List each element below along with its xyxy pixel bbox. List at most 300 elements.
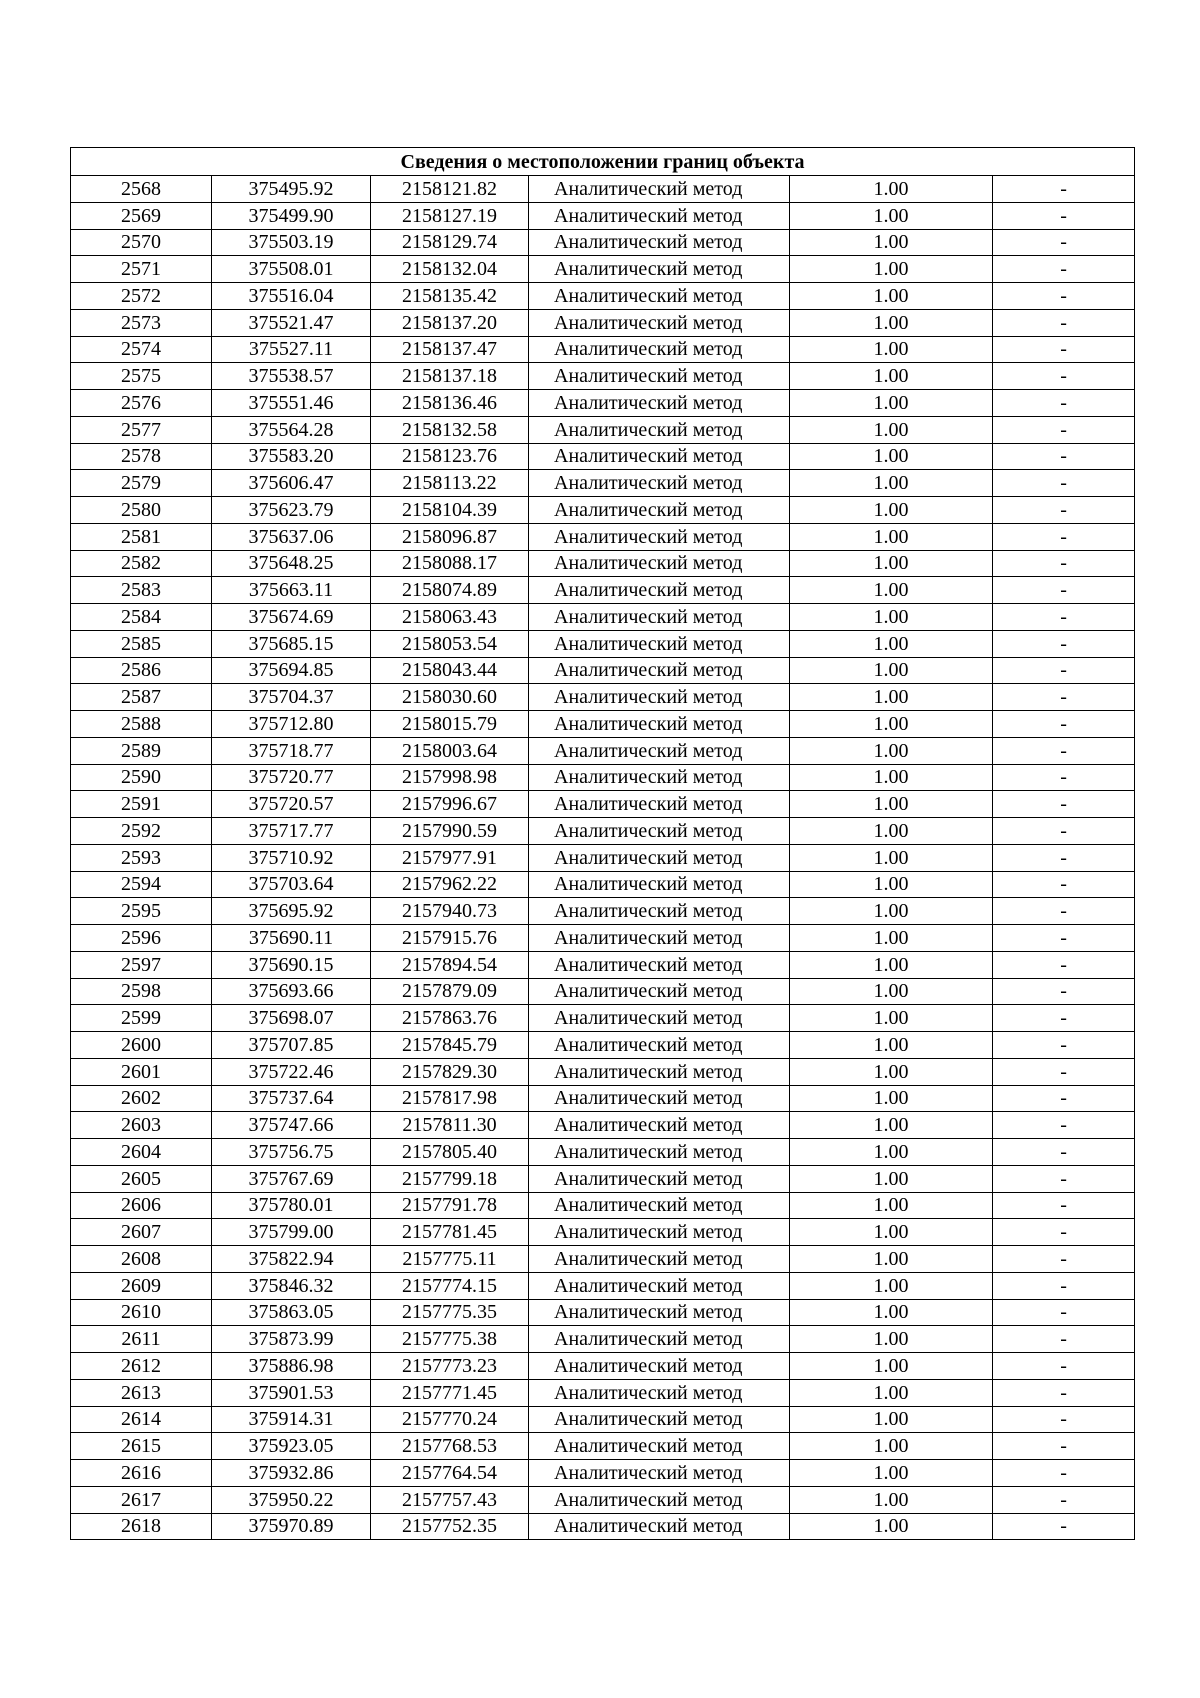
x-coordinate-cell: 375932.86 <box>212 1460 371 1487</box>
x-coordinate-cell: 375704.37 <box>212 684 371 711</box>
table-row <box>71 898 1135 925</box>
method-cell: Аналитический метод <box>529 818 790 845</box>
table-row <box>71 951 1135 978</box>
description-cell: - <box>993 1433 1135 1460</box>
accuracy-cell: 1.00 <box>790 1058 993 1085</box>
accuracy-cell: 1.00 <box>790 497 993 524</box>
description-cell: - <box>993 470 1135 497</box>
point-number-cell: 2576 <box>71 390 212 417</box>
y-coordinate-cell: 2157996.67 <box>371 791 529 818</box>
x-coordinate-cell: 375717.77 <box>212 818 371 845</box>
y-coordinate-cell: 2158137.47 <box>371 336 529 363</box>
table-row <box>71 1192 1135 1219</box>
point-number-cell: 2613 <box>71 1379 212 1406</box>
y-coordinate-cell: 2158129.74 <box>371 229 529 256</box>
accuracy-cell: 1.00 <box>790 202 993 229</box>
method-cell: Аналитический метод <box>529 737 790 764</box>
point-number-cell: 2585 <box>71 630 212 657</box>
table-row <box>71 844 1135 871</box>
table-row <box>71 1219 1135 1246</box>
method-cell: Аналитический метод <box>529 871 790 898</box>
accuracy-cell: 1.00 <box>790 523 993 550</box>
point-number-cell: 2568 <box>71 176 212 203</box>
method-cell: Аналитический метод <box>529 1005 790 1032</box>
y-coordinate-cell: 2158123.76 <box>371 443 529 470</box>
x-coordinate-cell: 375623.79 <box>212 497 371 524</box>
x-coordinate-cell: 375674.69 <box>212 604 371 631</box>
method-cell: Аналитический метод <box>529 229 790 256</box>
accuracy-cell: 1.00 <box>790 978 993 1005</box>
table-row <box>71 229 1135 256</box>
accuracy-cell: 1.00 <box>790 283 993 310</box>
description-cell: - <box>993 925 1135 952</box>
y-coordinate-cell: 2157940.73 <box>371 898 529 925</box>
table-row <box>71 737 1135 764</box>
table-row <box>71 176 1135 203</box>
table-row <box>71 1353 1135 1380</box>
description-cell: - <box>993 283 1135 310</box>
table-title: Сведения о местоположении границ объекта <box>71 148 1135 176</box>
table-row <box>71 443 1135 470</box>
accuracy-cell: 1.00 <box>790 470 993 497</box>
y-coordinate-cell: 2157845.79 <box>371 1032 529 1059</box>
x-coordinate-cell: 375703.64 <box>212 871 371 898</box>
method-cell: Аналитический метод <box>529 497 790 524</box>
point-number-cell: 2594 <box>71 871 212 898</box>
y-coordinate-cell: 2157757.43 <box>371 1486 529 1513</box>
point-number-cell: 2597 <box>71 951 212 978</box>
accuracy-cell: 1.00 <box>790 630 993 657</box>
point-number-cell: 2593 <box>71 844 212 871</box>
table-row <box>71 283 1135 310</box>
x-coordinate-cell: 375693.66 <box>212 978 371 1005</box>
method-cell: Аналитический метод <box>529 416 790 443</box>
y-coordinate-cell: 2157863.76 <box>371 1005 529 1032</box>
point-number-cell: 2596 <box>71 925 212 952</box>
x-coordinate-cell: 375822.94 <box>212 1246 371 1273</box>
y-coordinate-cell: 2157990.59 <box>371 818 529 845</box>
description-cell: - <box>993 1005 1135 1032</box>
y-coordinate-cell: 2158053.54 <box>371 630 529 657</box>
description-cell: - <box>993 1272 1135 1299</box>
table-row <box>71 309 1135 336</box>
y-coordinate-cell: 2158137.20 <box>371 309 529 336</box>
x-coordinate-cell: 375722.46 <box>212 1058 371 1085</box>
table-row <box>71 336 1135 363</box>
y-coordinate-cell: 2157775.35 <box>371 1299 529 1326</box>
description-cell: - <box>993 1379 1135 1406</box>
y-coordinate-cell: 2157817.98 <box>371 1085 529 1112</box>
point-number-cell: 2612 <box>71 1353 212 1380</box>
table-title-row <box>71 148 1135 176</box>
x-coordinate-cell: 375846.32 <box>212 1272 371 1299</box>
x-coordinate-cell: 375720.77 <box>212 764 371 791</box>
description-cell: - <box>993 764 1135 791</box>
y-coordinate-cell: 2157879.09 <box>371 978 529 1005</box>
point-number-cell: 2579 <box>71 470 212 497</box>
description-cell: - <box>993 176 1135 203</box>
point-number-cell: 2609 <box>71 1272 212 1299</box>
description-cell: - <box>993 416 1135 443</box>
table-row <box>71 630 1135 657</box>
accuracy-cell: 1.00 <box>790 604 993 631</box>
x-coordinate-cell: 375756.75 <box>212 1139 371 1166</box>
accuracy-cell: 1.00 <box>790 176 993 203</box>
y-coordinate-cell: 2157829.30 <box>371 1058 529 1085</box>
y-coordinate-cell: 2157805.40 <box>371 1139 529 1166</box>
x-coordinate-cell: 375606.47 <box>212 470 371 497</box>
x-coordinate-cell: 375970.89 <box>212 1513 371 1540</box>
y-coordinate-cell: 2158136.46 <box>371 390 529 417</box>
point-number-cell: 2589 <box>71 737 212 764</box>
x-coordinate-cell: 375914.31 <box>212 1406 371 1433</box>
table-row <box>71 1246 1135 1273</box>
point-number-cell: 2610 <box>71 1299 212 1326</box>
accuracy-cell: 1.00 <box>790 1299 993 1326</box>
method-cell: Аналитический метод <box>529 470 790 497</box>
point-number-cell: 2602 <box>71 1085 212 1112</box>
y-coordinate-cell: 2157811.30 <box>371 1112 529 1139</box>
y-coordinate-cell: 2158030.60 <box>371 684 529 711</box>
point-number-cell: 2590 <box>71 764 212 791</box>
method-cell: Аналитический метод <box>529 1165 790 1192</box>
method-cell: Аналитический метод <box>529 978 790 1005</box>
accuracy-cell: 1.00 <box>790 1272 993 1299</box>
y-coordinate-cell: 2158088.17 <box>371 550 529 577</box>
boundary-table <box>70 147 1135 1540</box>
point-number-cell: 2575 <box>71 363 212 390</box>
y-coordinate-cell: 2157775.11 <box>371 1246 529 1273</box>
point-number-cell: 2595 <box>71 898 212 925</box>
description-cell: - <box>993 978 1135 1005</box>
point-number-cell: 2608 <box>71 1246 212 1273</box>
table-row <box>71 925 1135 952</box>
point-number-cell: 2573 <box>71 309 212 336</box>
table-row <box>71 1460 1135 1487</box>
description-cell: - <box>993 497 1135 524</box>
method-cell: Аналитический метод <box>529 1032 790 1059</box>
method-cell: Аналитический метод <box>529 1460 790 1487</box>
y-coordinate-cell: 2157894.54 <box>371 951 529 978</box>
accuracy-cell: 1.00 <box>790 577 993 604</box>
table-row <box>71 577 1135 604</box>
y-coordinate-cell: 2158096.87 <box>371 523 529 550</box>
table-row <box>71 523 1135 550</box>
description-cell: - <box>993 1112 1135 1139</box>
point-number-cell: 2603 <box>71 1112 212 1139</box>
point-number-cell: 2614 <box>71 1406 212 1433</box>
description-cell: - <box>993 1085 1135 1112</box>
description-cell: - <box>993 1219 1135 1246</box>
accuracy-cell: 1.00 <box>790 1326 993 1353</box>
x-coordinate-cell: 375495.92 <box>212 176 371 203</box>
accuracy-cell: 1.00 <box>790 1246 993 1273</box>
x-coordinate-cell: 375499.90 <box>212 202 371 229</box>
point-number-cell: 2572 <box>71 283 212 310</box>
method-cell: Аналитический метод <box>529 1433 790 1460</box>
method-cell: Аналитический метод <box>529 844 790 871</box>
accuracy-cell: 1.00 <box>790 818 993 845</box>
point-number-cell: 2591 <box>71 791 212 818</box>
description-cell: - <box>993 1192 1135 1219</box>
accuracy-cell: 1.00 <box>790 684 993 711</box>
description-cell: - <box>993 1513 1135 1540</box>
x-coordinate-cell: 375583.20 <box>212 443 371 470</box>
method-cell: Аналитический метод <box>529 336 790 363</box>
description-cell: - <box>993 1246 1135 1273</box>
point-number-cell: 2586 <box>71 657 212 684</box>
description-cell: - <box>993 256 1135 283</box>
description-cell: - <box>993 202 1135 229</box>
accuracy-cell: 1.00 <box>790 1139 993 1166</box>
table-row <box>71 1032 1135 1059</box>
description-cell: - <box>993 336 1135 363</box>
method-cell: Аналитический метод <box>529 1272 790 1299</box>
x-coordinate-cell: 375720.57 <box>212 791 371 818</box>
method-cell: Аналитический метод <box>529 1112 790 1139</box>
y-coordinate-cell: 2157791.78 <box>371 1192 529 1219</box>
method-cell: Аналитический метод <box>529 309 790 336</box>
method-cell: Аналитический метод <box>529 443 790 470</box>
x-coordinate-cell: 375863.05 <box>212 1299 371 1326</box>
table-row <box>71 1486 1135 1513</box>
method-cell: Аналитический метод <box>529 925 790 952</box>
point-number-cell: 2605 <box>71 1165 212 1192</box>
point-number-cell: 2618 <box>71 1513 212 1540</box>
table-row <box>71 1326 1135 1353</box>
accuracy-cell: 1.00 <box>790 1032 993 1059</box>
point-number-cell: 2606 <box>71 1192 212 1219</box>
accuracy-cell: 1.00 <box>790 390 993 417</box>
table-row <box>71 470 1135 497</box>
x-coordinate-cell: 375950.22 <box>212 1486 371 1513</box>
x-coordinate-cell: 375521.47 <box>212 309 371 336</box>
accuracy-cell: 1.00 <box>790 791 993 818</box>
description-cell: - <box>993 443 1135 470</box>
description-cell: - <box>993 844 1135 871</box>
point-number-cell: 2580 <box>71 497 212 524</box>
y-coordinate-cell: 2157962.22 <box>371 871 529 898</box>
y-coordinate-cell: 2157998.98 <box>371 764 529 791</box>
y-coordinate-cell: 2158074.89 <box>371 577 529 604</box>
y-coordinate-cell: 2158063.43 <box>371 604 529 631</box>
description-cell: - <box>993 577 1135 604</box>
table-row <box>71 764 1135 791</box>
table-row <box>71 1299 1135 1326</box>
y-coordinate-cell: 2158132.58 <box>371 416 529 443</box>
x-coordinate-cell: 375637.06 <box>212 523 371 550</box>
description-cell: - <box>993 818 1135 845</box>
accuracy-cell: 1.00 <box>790 1513 993 1540</box>
x-coordinate-cell: 375508.01 <box>212 256 371 283</box>
x-coordinate-cell: 375695.92 <box>212 898 371 925</box>
x-coordinate-cell: 375690.11 <box>212 925 371 952</box>
description-cell: - <box>993 363 1135 390</box>
y-coordinate-cell: 2158121.82 <box>371 176 529 203</box>
table-row <box>71 1139 1135 1166</box>
table-row <box>71 416 1135 443</box>
accuracy-cell: 1.00 <box>790 336 993 363</box>
accuracy-cell: 1.00 <box>790 1433 993 1460</box>
y-coordinate-cell: 2157764.54 <box>371 1460 529 1487</box>
x-coordinate-cell: 375694.85 <box>212 657 371 684</box>
x-coordinate-cell: 375663.11 <box>212 577 371 604</box>
method-cell: Аналитический метод <box>529 630 790 657</box>
x-coordinate-cell: 375718.77 <box>212 737 371 764</box>
table-row <box>71 684 1135 711</box>
point-number-cell: 2615 <box>71 1433 212 1460</box>
method-cell: Аналитический метод <box>529 390 790 417</box>
description-cell: - <box>993 1165 1135 1192</box>
method-cell: Аналитический метод <box>529 1085 790 1112</box>
table-row <box>71 390 1135 417</box>
accuracy-cell: 1.00 <box>790 1005 993 1032</box>
y-coordinate-cell: 2158113.22 <box>371 470 529 497</box>
method-cell: Аналитический метод <box>529 898 790 925</box>
point-number-cell: 2577 <box>71 416 212 443</box>
point-number-cell: 2611 <box>71 1326 212 1353</box>
description-cell: - <box>993 1299 1135 1326</box>
description-cell: - <box>993 1486 1135 1513</box>
point-number-cell: 2600 <box>71 1032 212 1059</box>
y-coordinate-cell: 2158015.79 <box>371 711 529 738</box>
table-row <box>71 363 1135 390</box>
description-cell: - <box>993 309 1135 336</box>
y-coordinate-cell: 2158043.44 <box>371 657 529 684</box>
x-coordinate-cell: 375690.15 <box>212 951 371 978</box>
y-coordinate-cell: 2158137.18 <box>371 363 529 390</box>
method-cell: Аналитический метод <box>529 1139 790 1166</box>
method-cell: Аналитический метод <box>529 1299 790 1326</box>
x-coordinate-cell: 375923.05 <box>212 1433 371 1460</box>
table-row <box>71 1058 1135 1085</box>
table-row <box>71 550 1135 577</box>
method-cell: Аналитический метод <box>529 1246 790 1273</box>
y-coordinate-cell: 2157773.23 <box>371 1353 529 1380</box>
point-number-cell: 2570 <box>71 229 212 256</box>
point-number-cell: 2584 <box>71 604 212 631</box>
method-cell: Аналитический метод <box>529 256 790 283</box>
method-cell: Аналитический метод <box>529 363 790 390</box>
accuracy-cell: 1.00 <box>790 309 993 336</box>
accuracy-cell: 1.00 <box>790 416 993 443</box>
y-coordinate-cell: 2158003.64 <box>371 737 529 764</box>
accuracy-cell: 1.00 <box>790 1112 993 1139</box>
description-cell: - <box>993 951 1135 978</box>
table-row <box>71 1379 1135 1406</box>
x-coordinate-cell: 375710.92 <box>212 844 371 871</box>
description-cell: - <box>993 657 1135 684</box>
x-coordinate-cell: 375551.46 <box>212 390 371 417</box>
accuracy-cell: 1.00 <box>790 737 993 764</box>
point-number-cell: 2604 <box>71 1139 212 1166</box>
y-coordinate-cell: 2157781.45 <box>371 1219 529 1246</box>
accuracy-cell: 1.00 <box>790 1460 993 1487</box>
x-coordinate-cell: 375685.15 <box>212 630 371 657</box>
table-row <box>71 1165 1135 1192</box>
method-cell: Аналитический метод <box>529 1513 790 1540</box>
table-body <box>71 176 1135 1540</box>
accuracy-cell: 1.00 <box>790 443 993 470</box>
description-cell: - <box>993 1353 1135 1380</box>
method-cell: Аналитический метод <box>529 176 790 203</box>
accuracy-cell: 1.00 <box>790 1353 993 1380</box>
table-row <box>71 791 1135 818</box>
x-coordinate-cell: 375767.69 <box>212 1165 371 1192</box>
accuracy-cell: 1.00 <box>790 951 993 978</box>
y-coordinate-cell: 2157768.53 <box>371 1433 529 1460</box>
method-cell: Аналитический метод <box>529 577 790 604</box>
accuracy-cell: 1.00 <box>790 363 993 390</box>
method-cell: Аналитический метод <box>529 1219 790 1246</box>
accuracy-cell: 1.00 <box>790 1165 993 1192</box>
y-coordinate-cell: 2158104.39 <box>371 497 529 524</box>
accuracy-cell: 1.00 <box>790 925 993 952</box>
x-coordinate-cell: 375503.19 <box>212 229 371 256</box>
method-cell: Аналитический метод <box>529 791 790 818</box>
point-number-cell: 2607 <box>71 1219 212 1246</box>
x-coordinate-cell: 375799.00 <box>212 1219 371 1246</box>
x-coordinate-cell: 375747.66 <box>212 1112 371 1139</box>
accuracy-cell: 1.00 <box>790 1486 993 1513</box>
description-cell: - <box>993 1032 1135 1059</box>
point-number-cell: 2587 <box>71 684 212 711</box>
point-number-cell: 2583 <box>71 577 212 604</box>
accuracy-cell: 1.00 <box>790 657 993 684</box>
y-coordinate-cell: 2158132.04 <box>371 256 529 283</box>
method-cell: Аналитический метод <box>529 523 790 550</box>
point-number-cell: 2569 <box>71 202 212 229</box>
point-number-cell: 2598 <box>71 978 212 1005</box>
y-coordinate-cell: 2157771.45 <box>371 1379 529 1406</box>
method-cell: Аналитический метод <box>529 1353 790 1380</box>
method-cell: Аналитический метод <box>529 202 790 229</box>
method-cell: Аналитический метод <box>529 684 790 711</box>
description-cell: - <box>993 1406 1135 1433</box>
x-coordinate-cell: 375780.01 <box>212 1192 371 1219</box>
description-cell: - <box>993 390 1135 417</box>
method-cell: Аналитический метод <box>529 1486 790 1513</box>
x-coordinate-cell: 375901.53 <box>212 1379 371 1406</box>
table-row <box>71 1272 1135 1299</box>
table-row <box>71 256 1135 283</box>
description-cell: - <box>993 229 1135 256</box>
description-cell: - <box>993 791 1135 818</box>
table-row <box>71 1433 1135 1460</box>
description-cell: - <box>993 684 1135 711</box>
table-row <box>71 657 1135 684</box>
method-cell: Аналитический метод <box>529 764 790 791</box>
accuracy-cell: 1.00 <box>790 1192 993 1219</box>
description-cell: - <box>993 871 1135 898</box>
table-row <box>71 604 1135 631</box>
accuracy-cell: 1.00 <box>790 844 993 871</box>
method-cell: Аналитический метод <box>529 1192 790 1219</box>
method-cell: Аналитический метод <box>529 951 790 978</box>
description-cell: - <box>993 1139 1135 1166</box>
x-coordinate-cell: 375648.25 <box>212 550 371 577</box>
accuracy-cell: 1.00 <box>790 550 993 577</box>
method-cell: Аналитический метод <box>529 711 790 738</box>
table-row <box>71 978 1135 1005</box>
x-coordinate-cell: 375737.64 <box>212 1085 371 1112</box>
y-coordinate-cell: 2158135.42 <box>371 283 529 310</box>
y-coordinate-cell: 2157752.35 <box>371 1513 529 1540</box>
y-coordinate-cell: 2157770.24 <box>371 1406 529 1433</box>
point-number-cell: 2592 <box>71 818 212 845</box>
accuracy-cell: 1.00 <box>790 711 993 738</box>
y-coordinate-cell: 2157977.91 <box>371 844 529 871</box>
